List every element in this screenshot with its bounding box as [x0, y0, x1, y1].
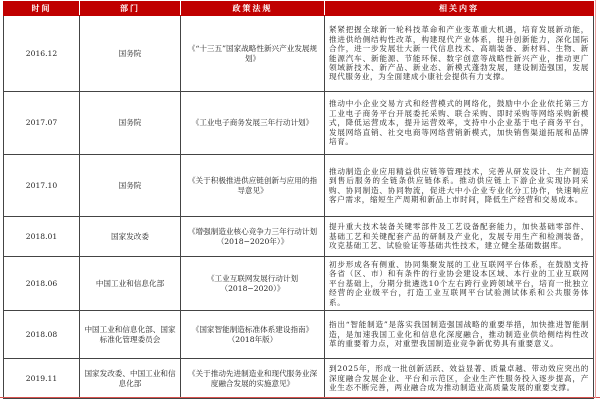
cell-policy: 《工业互联网发展行动计划（2018−2020）》 [181, 257, 325, 311]
table-row [4, 257, 594, 311]
table-row [4, 16, 594, 92]
cell-content: 紧紧把握全球新一轮科技革命和产业变革重大机遇，培育发展新动能，推进供给侧结构性改革，构建现代产业体系，提升创新能力，深化国际合作，进一步发展壮大新一代信息技术、高端装备、新材料、生物、新能源汽车、新能源、节能环保、数字创意等战略性新兴产业，推动更广领域新技术、新产品、新业态、新模式蓬勃发展，建设制造强国，发展现代服务业，为全面建成小康社会提供有力支撑。 [325, 16, 594, 92]
cell-time: 2019.11 [4, 359, 80, 399]
cell-policy: 《国家智能制造标准体系建设指南》（2018年版） [181, 311, 325, 359]
cell-time: 2017.07 [4, 92, 80, 155]
table-row [4, 217, 594, 257]
header-dept: 部门 [80, 2, 181, 16]
cell-dept: 国务院 [80, 155, 181, 217]
header-content: 相关内容 [325, 2, 594, 16]
cell-dept: 中国工业和信息化部、国家标准化管理委员会 [80, 311, 181, 359]
table-header-row [4, 2, 594, 16]
cell-content: 指出“智能制造”是落实我国制造强国战略的重要举措，加快推进智能制造，是加速我国工业化和信息化深度融合，推动制造业供给侧结构性改革的重要着力点，对重塑我国制造业竞争新优势具有重要意义。 [325, 311, 594, 359]
header-time: 时间 [4, 2, 80, 16]
policy-table [3, 1, 594, 399]
cell-content: 推动中小企业交易方式和经营模式的网络化，鼓励中小企业依托第三方工业电子商务平台开展委托采购、联合采购、即时采购等网络采购新模式，降低运营成本，提升运营效率，支持中小企业基于电子商务平台，发展网络直销、社交电商等网络营销新模式，加快销售渠道拓展和品牌培育。 [325, 92, 594, 155]
cell-time: 2018.01 [4, 217, 80, 257]
cell-time: 2018.08 [4, 311, 80, 359]
table-row [4, 155, 594, 217]
cell-content: 提升重大技术装备关键零部件及工艺设备配套能力，加快基础零部件、基础工艺和关键配套产品的研制及产业化，发展专用生产和检测装备，攻克基础工艺、试验验证等基础共性技术，建立健全基础数据库。 [325, 217, 594, 257]
cell-policy: 《关于积极推进供应链创新与应用的指导意见》 [181, 155, 325, 217]
cell-dept: 国务院 [80, 16, 181, 92]
cell-time: 2016.12 [4, 16, 80, 92]
cell-time: 2018.06 [4, 257, 80, 311]
cell-policy: 《关于推动先进制造业和现代服务业深度融合发展的实施意见》 [181, 359, 325, 399]
header-policy: 政策法规 [181, 2, 325, 16]
table-row [4, 311, 594, 359]
cell-policy: 《增强制造业核心竞争力三年行动计划（2018−2020年）》 [181, 217, 325, 257]
bottom-divider [0, 397, 600, 398]
right-divider [595, 0, 596, 398]
cell-policy: 《工业电子商务发展三年行动计划》 [181, 92, 325, 155]
table-row [4, 359, 594, 399]
cell-content: 初步形成各有侧重、协同集聚发展的工业互联网平台体系，在鼓励支持各省（区、市）和有条件的行业协会建设本区域、本行业的工业互联网平台基础上，分期分批遴选10个左右跨行业跨领域平台，培育一批独立经营的企业级平台，打造工业互联网平台试验测试体系和公共服务体系。 [325, 257, 594, 311]
cell-dept: 中国工业和信息化部 [80, 257, 181, 311]
cell-policy: 《“十三五”国家战略性新兴产业发展规划》 [181, 16, 325, 92]
cell-dept: 国务院 [80, 92, 181, 155]
cell-dept: 国家发改委、中国工业和信息化部 [80, 359, 181, 399]
table-row [4, 92, 594, 155]
cell-time: 2017.10 [4, 155, 80, 217]
cell-content: 到2025年，形成一批创新活跃、效益显著、质量卓越、带动效应突出的深度融合发展企业、平台和示范区，企业生产性服务投入逐步提高，产业生态不断完善，两业融合成为推动制造业高质量发展的重要支撑。 [325, 359, 594, 399]
cell-content: 推动制造企业应用精益供应链等管理技术，完善从研发设计、生产制造到售后服务的全链条供应链体系。推动供应链上下游企业实现协同采购、协同制造、协同物流，促进大中小企业专业化分工协作，快速响应客户需求，缩短生产周期和新品上市时间，降低生产经营和交易成本。 [325, 155, 594, 217]
cell-dept: 国家发改委 [80, 217, 181, 257]
